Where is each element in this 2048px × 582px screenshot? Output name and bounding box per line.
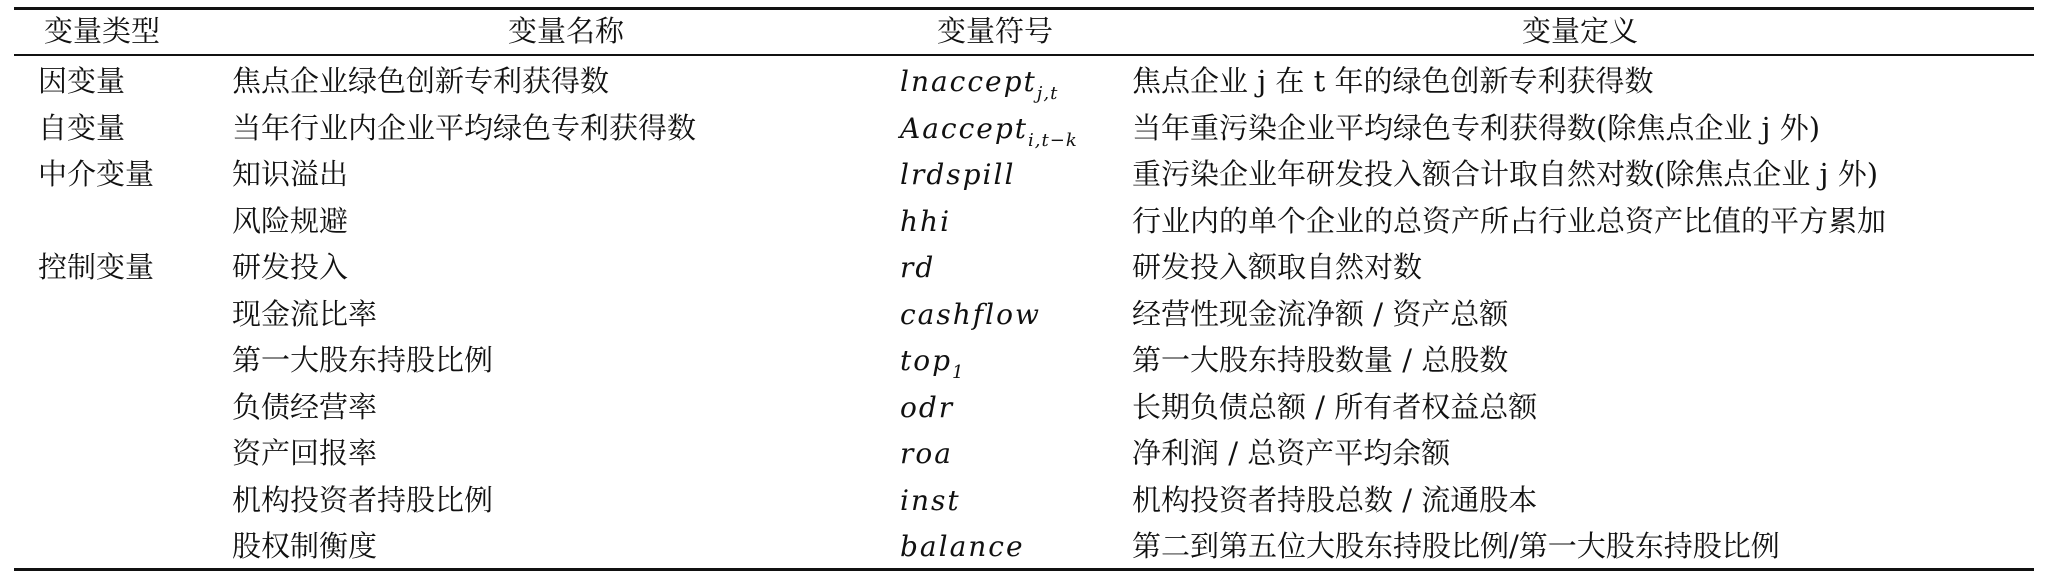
table-row xyxy=(0,477,2048,524)
symbol-main: lrdspill xyxy=(900,158,1016,191)
cell-variable-symbol xyxy=(900,477,1130,524)
cell-variable-definition: 行业内的单个企业的总资产所占行业总资产比值的平方累加 xyxy=(1132,203,1887,238)
symbol-subscript: j,t xyxy=(1036,83,1059,104)
cell-variable-definition: 焦点企业 j 在 t 年的绿色创新专利获得数 xyxy=(1132,64,1654,98)
table-row xyxy=(0,523,2048,570)
cell-variable-type xyxy=(14,430,214,477)
cell-variable-type: 自变量 xyxy=(38,110,126,145)
cell-variable-definition: 第一大股东持股数量 / 总股数 xyxy=(1132,343,1509,377)
cell-variable-type xyxy=(14,337,214,384)
header-variable-definition: 变量定义 xyxy=(1521,14,1638,48)
symbol-main: lnaccept xyxy=(900,65,1037,98)
header-rule xyxy=(14,54,2034,56)
cell-variable-symbol xyxy=(900,337,1130,384)
cell-variable-name: 焦点企业绿色创新专利获得数 xyxy=(232,64,610,98)
cell-variable-definition: 重污染企业年研发投入额合计取自然对数(除焦点企业 j 外) xyxy=(1132,157,1879,191)
table-row xyxy=(0,244,2048,291)
symbol-main: roa xyxy=(900,437,953,470)
header-variable-type: 变量类型 xyxy=(43,14,160,48)
cell-variable-name: 资产回报率 xyxy=(232,436,378,470)
cell-variable-type xyxy=(14,198,214,245)
cell-variable-name: 风险规避 xyxy=(232,203,349,238)
symbol-subscript: 1 xyxy=(952,362,965,383)
symbol-main: inst xyxy=(900,483,961,517)
cell-variable-symbol xyxy=(900,523,1130,570)
cell-variable-definition: 机构投资者持股总数 / 流通股本 xyxy=(1132,482,1538,517)
table-row xyxy=(0,198,2048,245)
header-row xyxy=(0,8,2048,55)
symbol-main: hhi xyxy=(900,204,952,238)
cell-variable-name: 负债经营率 xyxy=(232,389,378,424)
bottom-rule xyxy=(14,568,2034,571)
cell-variable-definition: 当年重污染企业平均绿色专利获得数(除焦点企业 j 外) xyxy=(1132,110,1821,145)
cell-variable-name: 当年行业内企业平均绿色专利获得数 xyxy=(232,110,697,145)
cell-variable-type: 因变量 xyxy=(38,64,126,98)
symbol-main: top xyxy=(900,344,953,377)
symbol-main: cashflow xyxy=(900,297,1041,331)
symbol-main: balance xyxy=(900,530,1025,563)
table-row xyxy=(0,337,2048,384)
cell-variable-name: 第一大股东持股比例 xyxy=(232,343,494,377)
cell-variable-type xyxy=(14,291,214,338)
cell-variable-definition: 经营性现金流净额 / 资产总额 xyxy=(1132,296,1509,331)
cell-variable-symbol xyxy=(900,384,1130,431)
symbol-main: odr xyxy=(900,390,955,424)
cell-variable-definition: 研发投入额取自然对数 xyxy=(1132,250,1423,284)
table-row xyxy=(0,151,2048,198)
cell-variable-symbol xyxy=(900,291,1130,338)
cell-variable-symbol xyxy=(900,105,1130,152)
symbol-main: rd xyxy=(900,251,936,284)
cell-variable-name: 研发投入 xyxy=(232,250,349,284)
table-row xyxy=(0,430,2048,477)
cell-variable-type xyxy=(14,384,214,431)
symbol-subscript: i,t−k xyxy=(1028,129,1078,151)
table-row xyxy=(0,58,2048,105)
cell-variable-symbol xyxy=(900,244,1130,291)
cell-variable-symbol xyxy=(900,58,1130,105)
header-variable-name: 变量名称 xyxy=(507,14,624,48)
cell-variable-name: 现金流比率 xyxy=(232,296,378,331)
cell-variable-type xyxy=(14,477,214,524)
table-row xyxy=(0,105,2048,152)
cell-variable-definition: 长期负债总额 / 所有者权益总额 xyxy=(1132,389,1538,424)
cell-variable-definition: 第二到第五位大股东持股比例/第一大股东持股比例 xyxy=(1132,529,1780,563)
table-row xyxy=(0,384,2048,431)
cell-variable-name: 知识溢出 xyxy=(232,157,349,191)
cell-variable-type: 中介变量 xyxy=(38,157,155,191)
cell-variable-name: 股权制衡度 xyxy=(232,529,378,563)
symbol-main: Aaccept xyxy=(900,111,1029,145)
header-variable-symbol: 变量符号 xyxy=(936,14,1053,48)
table-row xyxy=(0,291,2048,338)
cell-variable-type: 控制变量 xyxy=(38,250,155,284)
cell-variable-symbol xyxy=(900,151,1130,198)
cell-variable-definition: 净利润 / 总资产平均余额 xyxy=(1132,436,1451,470)
cell-variable-type xyxy=(14,523,214,570)
cell-variable-symbol xyxy=(900,198,1130,245)
cell-variable-symbol xyxy=(900,430,1130,477)
cell-variable-name: 机构投资者持股比例 xyxy=(232,482,494,517)
